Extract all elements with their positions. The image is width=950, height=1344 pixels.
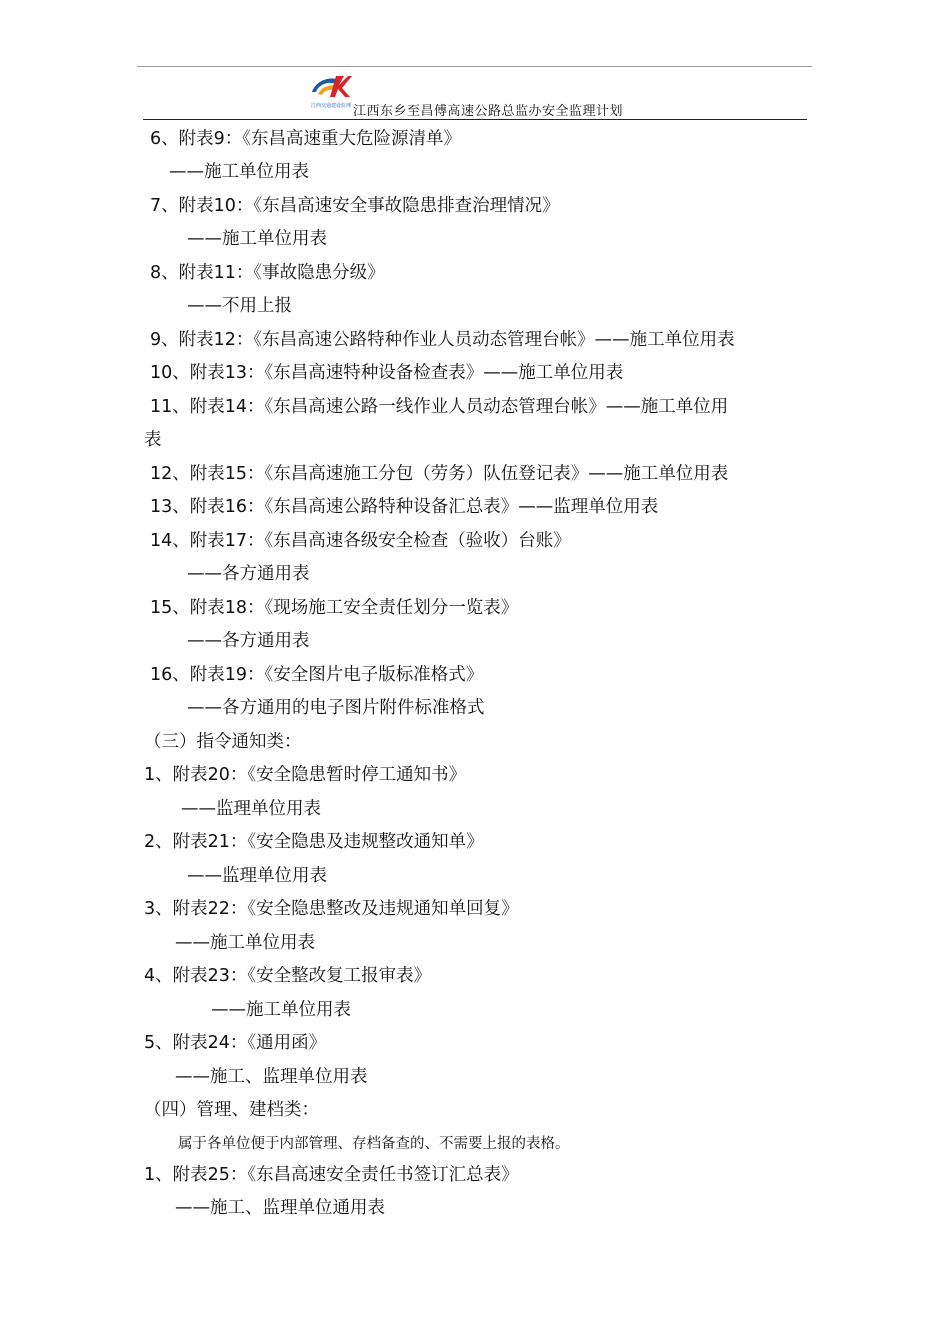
list-item: 1、附表20：《安全隐患暂时停工通知书》 — [144, 765, 467, 785]
list-item: ——施工单位用表 — [169, 162, 309, 182]
list-item: 14、附表17：《东昌高速各级安全检查（验收）台账》 — [150, 531, 571, 551]
header-rule — [143, 119, 807, 120]
list-item: 4、附表23：《安全整改复工报审表》 — [144, 966, 432, 986]
list-item: 10、附表13：《东昌高速特种设备检查表》——施工单位用表 — [150, 363, 624, 383]
list-item: ——施工单位用表 — [175, 933, 315, 953]
header-title: 江西东乡至昌傅高速公路总监办安全监理计划 — [352, 104, 623, 119]
section-heading: （四）管理、建档类： — [144, 1100, 319, 1120]
list-item: 9、附表12：《东昌高速公路特种作业人员动态管理台帐》——施工单位用表 — [150, 330, 735, 350]
list-item: 13、附表16：《东昌高速公路特种设备汇总表》——监理单位用表 — [150, 497, 659, 517]
list-item: 16、附表19：《安全图片电子版标准格式》 — [150, 665, 484, 685]
list-item: 3、附表22：《安全隐患整改及违规通知单回复》 — [144, 899, 519, 919]
list-item: 2、附表21：《安全隐患及违规整改通知单》 — [144, 832, 484, 852]
section-description: 属于各单位便于内部管理、存档备查的、不需要上报的表格。 — [178, 1136, 570, 1152]
list-item: 6、附表9：《东昌高速重大危险源清单》 — [150, 129, 462, 149]
list-item: ——施工、监理单位通用表 — [175, 1198, 385, 1218]
list-item: ——各方通用的电子图片附件标准格式 — [187, 698, 485, 718]
list-item: 7、附表10：《东昌高速安全事故隐患排查治理情况》 — [150, 196, 560, 216]
list-item: ——监理单位用表 — [181, 799, 321, 819]
page-top-rule — [137, 66, 812, 67]
list-item: 8、附表11：《事故隐患分级》 — [150, 263, 385, 283]
list-item: ——不用上报 — [187, 296, 292, 316]
list-item: 15、附表18：《现场施工安全责任划分一览表》 — [150, 598, 519, 618]
section-heading: （三）指令通知类： — [144, 732, 302, 752]
list-item: 5、附表24：《通用函》 — [144, 1033, 327, 1053]
list-item: ——各方通用表 — [187, 631, 310, 651]
list-item: 12、附表15：《东昌高速施工分包（劳务）队伍登记表》——施工单位用表 — [150, 464, 729, 484]
list-item: 1、附表25：《东昌高速安全责任书签订汇总表》 — [144, 1165, 519, 1185]
list-item: ——监理单位用表 — [187, 866, 327, 886]
list-item: ——施工、监理单位用表 — [175, 1067, 368, 1087]
list-item: ——各方通用表 — [187, 564, 310, 584]
list-item: 11、附表14：《东昌高速公路一线作业人员动态管理台帐》——施工单位用 — [150, 397, 729, 417]
list-item: 表 — [144, 430, 162, 450]
logo-caption: 江西交通建设监理 — [310, 103, 352, 109]
list-item: ——施工单位用表 — [211, 1000, 351, 1020]
list-item: ——施工单位用表 — [187, 229, 327, 249]
